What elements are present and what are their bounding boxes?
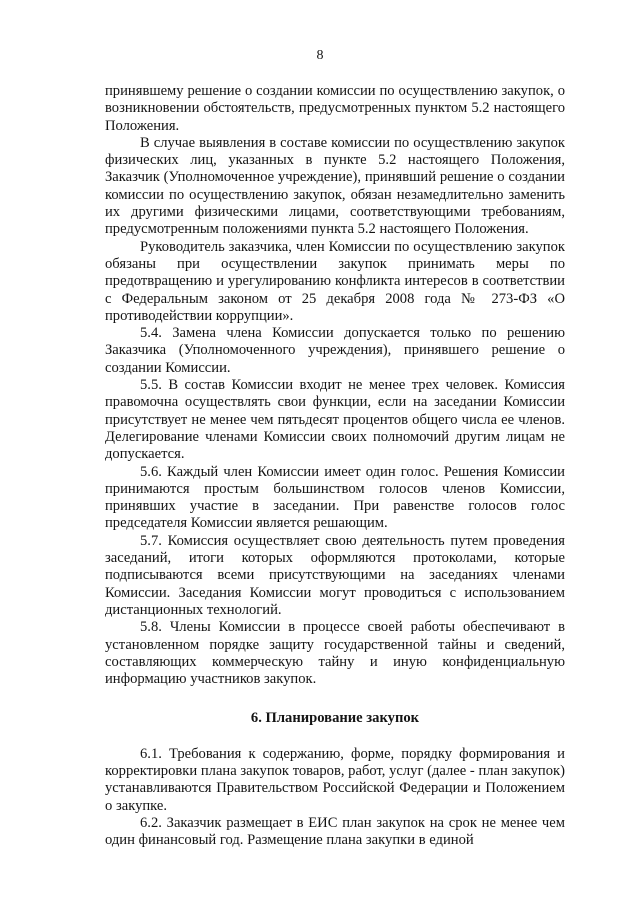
section-heading: 6. Планирование закупок (250, 710, 420, 727)
paragraph-6-2: 6.2. Заказчик размещает в ЕИС план закупок на срок не менее чем один финансовый год. Размещение плана закупки в единой (105, 814, 565, 849)
paragraph-5-4: 5.4. Замена члена Комиссии допускается только по решению Заказчика (Уполномоченного учреждения), принявшего решение о создании Комиссии. (105, 325, 565, 376)
page-number: 8 (316, 48, 324, 63)
paragraph-6-1: 6.1. Требования к содержанию, форме, порядку формирования и корректировки плана закупок товаров, работ, услуг (далее - план закупок) устанавливаются Правительством Российской Федерации и Положением о закупке. (105, 745, 565, 814)
paragraph: В случае выявления в составе комиссии по осуществлению закупок физических лиц, указанных в пункте 5.2 настоящего Положения, Заказчик (Уполномоченное учреждение), принявший решение о создании комиссии по осуществлению закупок, обязан незамедлительно заменить их другими физическими лицами, соответствующими требованиям, предусмотренным положениями пункта 5.2 настоящего Положения. (105, 134, 565, 238)
paragraph-5-5: 5.5. В состав Комиссии входит не менее трех человек. Комиссия правомочна осуществлять свои функции, если на заседании Комиссии присутствует не менее чем пятьдесят процентов общего числа ее членов. Делегирование членами Комиссии своих полномочий другим лицам не допускается. (105, 377, 565, 463)
paragraph-5-7: 5.7. Комиссия осуществляет свою деятельность путем проведения заседаний, итоги которых оформляются протоколами, которые подписываются всеми присутствующими на заседаниях членами Комиссии. Заседания Комиссии могут проводиться с использованием дистанционных технологий. (105, 532, 565, 618)
paragraph-5-6: 5.6. Каждый член Комиссии имеет один голос. Решения Комиссии принимаются простым большинством голосов членов Комиссии, принявших участие в заседании. При равенстве голосов голос председателя Комиссии является решающим. (105, 463, 565, 532)
paragraph: принявшему решение о создании комиссии по осуществлению закупок, о возникновении обстоятельств, предусмотренных пунктом 5.2 настоящего Положения. (105, 83, 565, 134)
document-body (105, 83, 565, 849)
paragraph-5-8: 5.8. Члены Комиссии в процессе своей работы обеспечивают в установленном порядке защиту государственной тайны и сведений, составляющих коммерческую тайну и иную конфиденциальную информацию участников закупок. (105, 619, 565, 688)
paragraph: Руководитель заказчика, член Комиссии по осуществлению закупок обязаны при осуществлении закупок принимать меры по предотвращению и урегулированию конфликта интересов в соответствии с Федеральным законом от 25 декабря 2008 года № 273-ФЗ «О противодействии коррупции». (105, 238, 565, 324)
